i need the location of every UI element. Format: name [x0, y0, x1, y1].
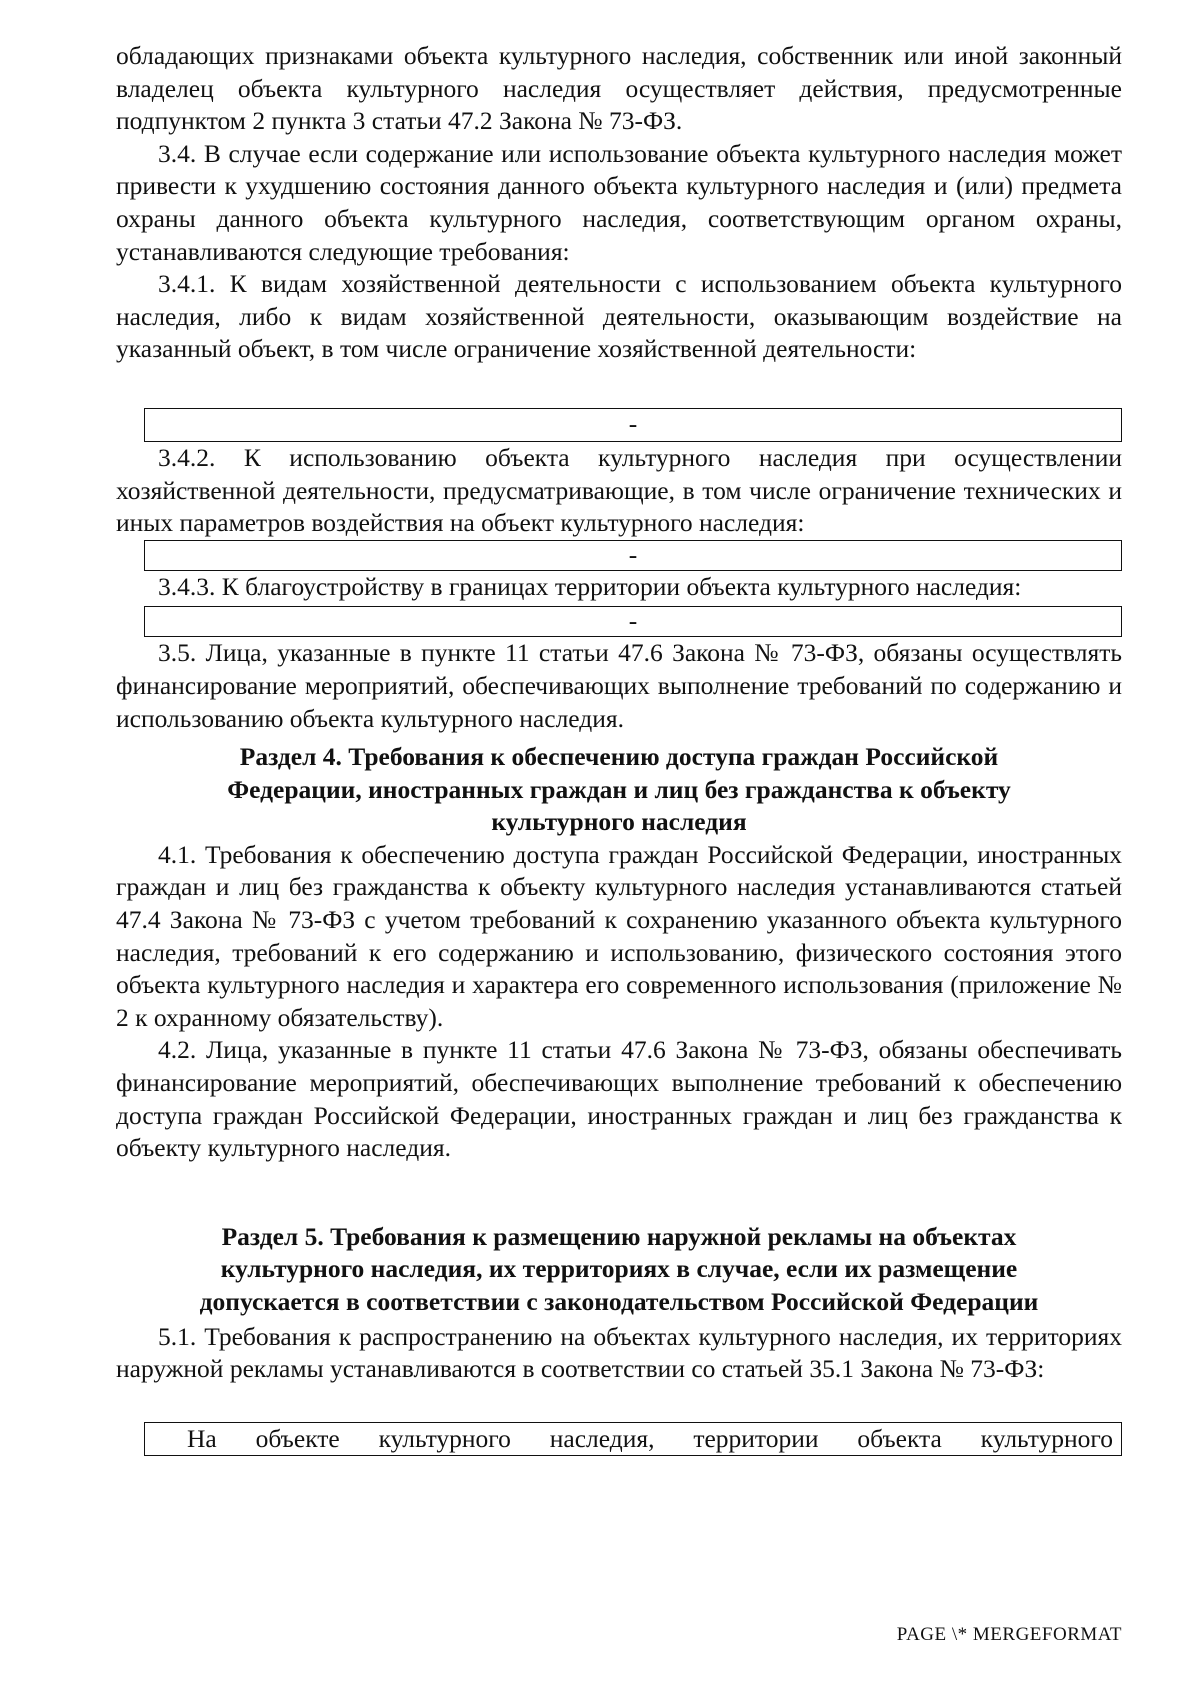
section-5-title-line-3: допускается в соответствии с законодательством Российской Федерации: [199, 1287, 1039, 1316]
paragraph-3-4-3: 3.4.3. К благоустройству в границах территории объекта культурного наследия:: [158, 571, 1022, 601]
paragraph-5-1: 5.1. Требования к распространению на объектах культурного наследия, их территориях наружной рекламы устанавливаются в соответствии со статьей 35.1 Закона № 73-ФЗ:: [116, 1321, 1122, 1384]
section-5-title-line-2: культурного наследия, их территориях в случае, если их размещение: [220, 1254, 1018, 1284]
table-cell-3-4-3: -: [144, 606, 1122, 637]
table-cell-5-1: На объекте культурного наследия, территории объекта культурного: [144, 1422, 1122, 1456]
paragraph-3-4-2: 3.4.2. К использованию объекта культурного наследия при осуществлении хозяйственной деятельности, предусматривающие, в том числе ограничение технических и иных параметров воздействия на объект культурного наследия:: [116, 442, 1122, 538]
spacer: [116, 366, 1122, 408]
table-cell-3-4-2: -: [144, 540, 1122, 571]
paragraph-4-2: 4.2. Лица, указанные в пункте 11 статьи 47.6 Закона № 73-ФЗ, обязаны обеспечивать финансирование мероприятий, обеспечивающих выполнение требований к обеспечению доступа граждан Российской Федерации, иностранных граждан и лиц без гражданства к объекту культурного наследия.: [116, 1035, 1122, 1163]
section-4-title-line-2: Федерации, иностранных граждан и лиц без гражданства к объекту: [227, 774, 1011, 804]
spacer: [116, 1165, 1122, 1221]
paragraph-4-1: 4.1. Требования к обеспечению доступа граждан Российской Федерации, иностранных граждан и лиц без гражданства к объекту культурного наследия устанавливаются статьей 47.4 Закона № 73-ФЗ с учетом требований к сохранению указанного объекта культурного наследия, требований к его содержанию и использованию, физического состояния этого объекта культурного наследия и характера его современного использования (приложение № 2 к охранному обязательству).: [116, 839, 1122, 1032]
section-4-title-line-1: Раздел 4. Требования к обеспечению доступа граждан Российской: [239, 742, 999, 772]
paragraph-3-4-1: 3.4.1. К видам хозяйственной деятельности с использованием объекта культурного наследия, либо к видам хозяйственной деятельности, оказывающим воздействие на указанный объект, в том числе ограничение хозяйственной деятельности:: [116, 269, 1122, 364]
paragraph-3-4: 3.4. В случае если содержание или использование объекта культурного наследия может привести к ухудшению состояния данного объекта культурного наследия и (или) предмета охраны данного объекта культурного наследия, соответствующим органом охраны, устанавливаются следующие требования:: [116, 138, 1122, 266]
section-5-title-line-1: Раздел 5. Требования к размещению наружной рекламы на объектах: [221, 1221, 1017, 1251]
document-page: [116, 40, 1122, 1456]
table-cell-3-4-1: -: [144, 408, 1122, 442]
paragraph-3-5: 3.5. Лица, указанные в пункте 11 статьи 47.6 Закона № 73-ФЗ, обязаны осуществлять финансирование мероприятий, обеспечивающих выполнение требований по содержанию и использованию объекта культурного наследия.: [116, 638, 1122, 733]
paragraph-intro: обладающих признаками объекта культурного наследия, собственник или иной законный владелец объекта культурного наследия осуществляет действия, предусмотренные подпунктом 2 пункта 3 статьи 47.2 Закона № 73-ФЗ.: [116, 41, 1122, 136]
page-footer-field: PAGE \* MERGEFORMAT: [896, 1624, 1122, 1645]
section-4-title-line-3: культурного наследия: [491, 807, 747, 837]
spacer: [116, 1386, 1122, 1422]
